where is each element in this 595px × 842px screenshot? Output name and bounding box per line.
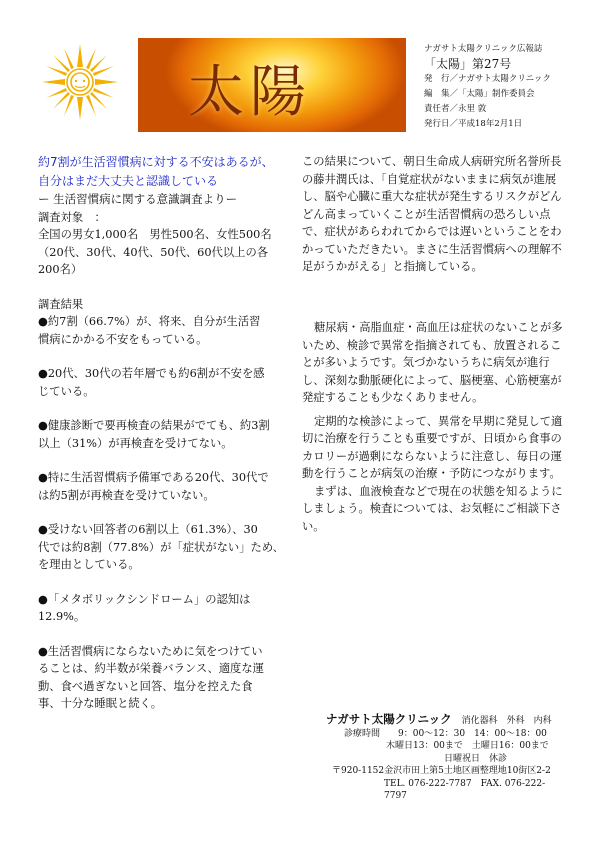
banner-title: 太陽 [188,60,312,125]
result-5b: 代では約8割（77.8%）が「症状がない」ため、を理由としている。 [38,540,284,571]
survey-target-3: 200名） [38,263,83,276]
clinic-hours-3: 日曜祝日 休診 [444,753,508,764]
issuer-line: 発 行／ナガサト太陽クリニック [424,74,551,84]
result-7d: 事、十分な睡眠と続く。 [38,697,163,710]
advice-paragraph-2: 定期的な検診によって、異常を早期に発見して適切に治療を行うことも重要ですが、日頃から食事のカロリーが過剰にならないように注意し、毎日の運動を行うことが病気の治療・予防につながります。 [302,414,563,480]
left-column [38,153,288,713]
clinic-hours-2: 木曜日13：00まで 土曜日16：00まで [386,741,549,751]
issue-date: 発行日／平成18年2月1日 [424,119,523,129]
clinic-address: 〒920-1152金沢市田上第5土地区画整理地10街区2-2 [332,766,551,776]
result-1b: 慣病にかかる不安をもっている。 [38,332,208,346]
result-3a: ●健康診断で要再検査の結果がでても、約3割 [38,419,270,432]
results-label: 調査結果 [38,297,84,311]
result-6a: ●「メタボリックシンドローム」の認知は [38,592,251,606]
advice-paragraph-3: まずは、血液検査などで現在の状態を知るようにしましょう。検査については、お気軽にご相談下さい。 [302,484,563,533]
clinic-name: ナガサト太陽クリニック [326,712,452,726]
result-3b: 以上（31%）が再検査を受けてない。 [38,436,233,450]
headline-line-1: 約7割が生活習慣病に対する不安はあるが、 [38,155,274,169]
publication-info [424,42,551,132]
editor-line: 編 集／「太陽」制作委員会 [424,89,535,99]
result-7a: ●生活習慣病にならないために気をつけてい [38,644,263,658]
result-5a: ●受けない回答者の6割以上（61.3%）、30 [38,523,258,536]
sun-logo-icon [40,42,120,122]
header-banner [138,38,406,132]
advice-paragraph-1: 糖尿病・高脂血症・高血圧は症状のないことが多いため、検診で異常を指摘されても、放置されることが多いようです。気づかないうちに病気が進行し、深刻な動脈硬化によって、脳梗塞、心筋梗塞が発症することも少なくありません。 [302,321,563,404]
result-7c: 動、食べ過ぎないと回答、塩分を控えた食 [38,679,253,693]
clinic-hours-1: 診療時間 9：00～12：30 14：00～18：00 [344,728,547,739]
headline-line-2: 自分はまだ大丈夫と認識している [38,174,219,188]
result-2a: ●20代、30代の若年層でも約6割が不安を感 [38,367,265,380]
survey-target-1: 全国の男女1,000名 男性500名、女性500名 [38,228,272,241]
right-column-advice [302,319,564,535]
result-4a: ●特に生活習慣病予備軍である20代、30代で [38,471,269,484]
right-column-quote [302,153,564,276]
expert-comment: この結果について、朝日生命成人病研究所名誉所長の藤井潤氏は、「自覚症状がないままに病気が進展し、脳や心臓に重大な症状が発生するリスクがどんどん高まっていくことが生活習慣病の恐ろしい点で、症状があらわれてからでは遅いということをわかっていただきたい。まさに生活習慣病への理解不足がうかがえる」と指摘している。 [302,155,562,273]
result-6b: 12.9%。 [38,610,86,623]
subtitle: ー 生活習慣病に関する意識調査よりー [38,192,238,206]
survey-target-2: （20代、30代、40代、50代、60代以上の各 [38,245,269,259]
issue-number: 「太陽」第27号 [424,57,512,71]
clinic-footer [326,713,566,803]
result-4b: は約5割が再検査を受けていない。 [38,488,215,502]
result-2b: じている。 [38,384,95,398]
publisher-line: ナガサト太陽クリニック広報誌 [424,44,543,54]
responsible-line: 責任者／永里 敦 [424,104,487,114]
result-1a: ●約7割（66.7%）が、将来、自分が生活習 [38,315,261,328]
survey-target-label: 調査対象 ： [38,210,106,224]
result-7b: ることは、約半数が栄養バランス、適度な運 [38,662,264,675]
clinic-departments: 消化器科 外科 内科 [461,716,552,726]
clinic-contact: TEL. 076-222-7787 FAX. 076-222-7797 [384,778,546,801]
